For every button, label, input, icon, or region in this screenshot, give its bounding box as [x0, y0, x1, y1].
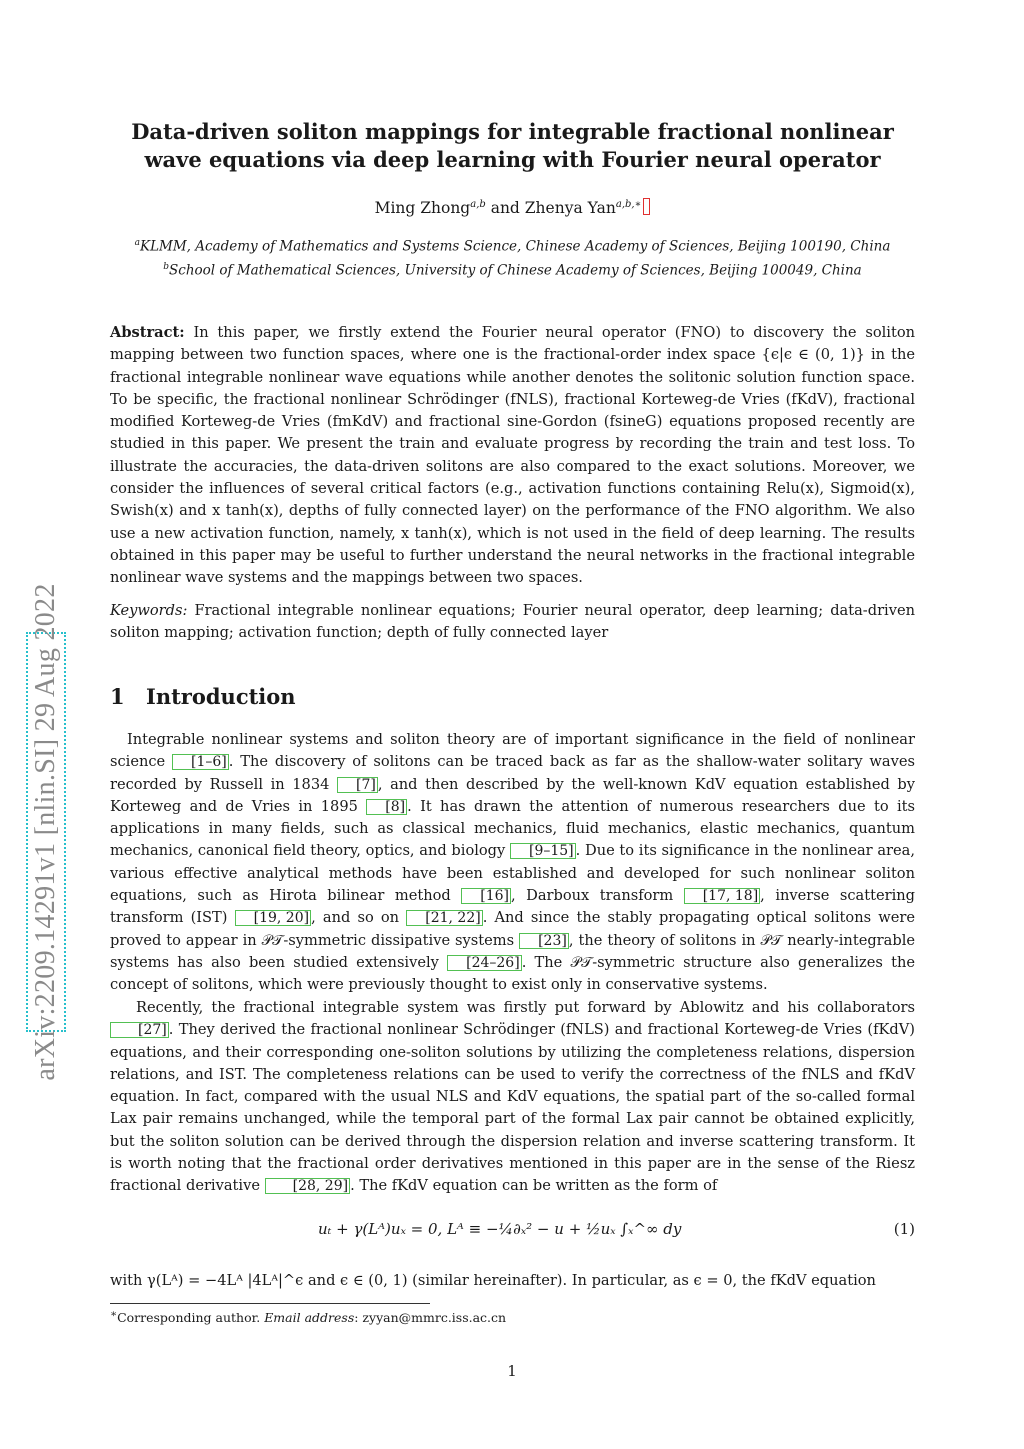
citation-link[interactable]: [19, 20]	[235, 910, 311, 926]
affiliation-2	[110, 262, 915, 279]
intro-text: . The 𝒫𝒯-symmetric structure also generalizes the concept of solitons, which were previously thought to exist only in conservative systems.	[110, 953, 915, 994]
equation-number: (1)	[893, 1220, 915, 1238]
author-1-affil: a,b	[470, 198, 486, 210]
footnote-link[interactable]	[643, 198, 650, 215]
page-number: 1	[507, 1362, 517, 1380]
footnote	[110, 1308, 506, 1325]
intro-text: , the theory of solitons in 𝒫𝒯 nearly-integrable systems has also been studied extensively	[110, 931, 915, 971]
citation-link[interactable]: [21, 22]	[406, 910, 482, 926]
citation-link[interactable]: [16]	[461, 888, 511, 904]
paper-title	[110, 118, 915, 174]
arxiv-stamp[interactable]: arXiv:2209.14291v1 [nlin.SI] 29 Aug 2022	[26, 632, 66, 1032]
footnote-email[interactable]: : zyyan@mmrc.iss.ac.cn	[354, 1310, 507, 1326]
citation-link[interactable]: [23]	[519, 933, 569, 949]
affiliation-2-text: School of Mathematical Sciences, University of Chinese Academy of Sciences, Beijing 100049, China	[169, 262, 862, 279]
citation-link[interactable]: [1–6]	[172, 754, 229, 770]
title-line-2: wave equations via deep learning with Fourier neural operator	[144, 147, 881, 172]
intro-text: . Due to its significance in the nonlinear area, various effective analytical methods have been established and developed for such nonlinear soliton equations, such as Hirota bilinear method	[110, 842, 915, 905]
intro-paragraph-2	[110, 997, 915, 1198]
keywords-text: Fractional integrable nonlinear equations; Fourier neural operator, deep learning; data-driven soliton mapping; activation function; depth of fully connected layer	[110, 602, 916, 642]
author-2: Zhenya Yan	[524, 199, 616, 217]
section-number: 1	[110, 684, 125, 709]
author-2-affil: a,b,∗	[615, 198, 642, 210]
footnote-divider	[110, 1303, 430, 1304]
intro-text: , and then described by the well-known KdV equation established by Korteweg and de Vries in 1895	[110, 775, 916, 815]
intro-text: Recently, the fractional integrable system was firstly put forward by Ablowitz and his collaborators	[136, 999, 915, 1016]
citation-link[interactable]: [9–15]	[510, 843, 576, 859]
affiliation-2-mark: b	[163, 262, 170, 272]
author-1: Ming Zhong	[374, 199, 471, 217]
intro-text: . The discovery of solitons can be traced back as far as the shallow-water solitary waves recorded by Russell in 1834	[110, 753, 915, 793]
footnote-email-label: Email address	[264, 1310, 355, 1326]
intro-text: , inverse scattering transform (IST)	[110, 887, 915, 927]
citation-link[interactable]: [28, 29]	[265, 1178, 350, 1194]
affiliation-1	[110, 238, 915, 255]
intro-paragraph-1	[110, 729, 915, 997]
intro-text: . And since the stably propagating optical solitons were proved to appear in 𝒫𝒯-symmetric dissipative systems	[110, 909, 915, 949]
citation-link[interactable]: [27]	[110, 1022, 169, 1038]
intro-text: . The fKdV equation can be written as the form of	[350, 1177, 718, 1195]
affiliation-1-text: KLMM, Academy of Mathematics and Systems Science, Chinese Academy of Sciences, Beijing 100190, China	[139, 238, 891, 255]
author-connector: and	[485, 199, 525, 217]
citation-link[interactable]: [8]	[366, 799, 407, 815]
intro-text: , Darboux transform	[511, 887, 684, 905]
intro-text: . They derived the fractional nonlinear Schrödinger (fNLS) and fractional Korteweg-de Vries (fKdV) equations, and their corresponding one-soliton solutions by utilizing the completeness relations, dispersion relations, and IST. The completeness relations can be used to verify the correctness of the fNLS and fKdV equation. In fact, compared with the usual NLS and KdV equations, the spatial part of the so-called formal Lax pair remains unchanged, while the temporal part of the formal Lax pair cannot be obtained explicitly, but the soliton solution can be derived through the dispersion relation and inverse scattering transform. It is worth noting that the fractional order derivatives mentioned in this paper are in the sense of the Riesz fractional derivative	[110, 1021, 915, 1195]
post-equation-text: with γ(Lᴬ) = −4Lᴬ |4Lᴬ|^ϵ and ϵ ∈ (0, 1) (similar hereinafter). In particular, as ϵ = 0, the fKdV equation	[110, 1272, 876, 1289]
intro-text: , and so on	[311, 909, 407, 927]
abstract-text: In this paper, we firstly extend the Fourier neural operator (FNO) to discovery the soliton mapping between two function spaces, where one is the fractional-order index space {ϵ|ϵ ∈ (0, 1)} in the fractional integrable nonlinear wave equations while another denotes the solitonic solution function space. To be specific, the fractional nonlinear Schrödinger (fNLS), fractional Korteweg-de Vries (fKdV), fractional modified Korteweg-de Vries (fmKdV) and fractional sine-Gordon (fsineG) equations proposed recently are studied in this paper. We present the train and evaluate progress by recording the train and test loss. To illustrate the accuracies, the data-driven solitons are also compared to the exact solutions. Moreover, we consider the influences of several critical factors (e.g., activation functions containing Relu(x), Sigmoid(x), Swish(x) and x tanh(x), depths of fully connected layer) on the performance of the FNO algorithm. We also use a new activation function, namely, x tanh(x), which is not used in the field of deep learning. The results obtained in this paper may be useful to further understand the neural networks in the fractional integrable nonlinear wave systems and the mappings between two spaces.	[110, 324, 916, 587]
abstract-label: Abstract:	[110, 324, 185, 341]
equation-body: uₜ + γ(Lᴬ)uₓ = 0, Lᴬ ≡ −¼∂ₓ² − u + ½uₓ ∫ₓ^∞ dy	[318, 1220, 682, 1238]
keywords-label: Keywords:	[110, 602, 188, 619]
citation-link[interactable]: [17, 18]	[684, 888, 760, 904]
section-title: Introduction	[146, 684, 296, 709]
citation-link[interactable]: [24–26]	[447, 955, 522, 971]
footnote-text: Corresponding author.	[117, 1310, 265, 1326]
authors	[110, 198, 915, 217]
affiliation-1-mark: a	[134, 238, 140, 248]
citation-link[interactable]: [7]	[337, 777, 378, 793]
section-heading	[110, 684, 296, 709]
abstract	[110, 322, 915, 590]
intro-text: . It has drawn the attention of numerous researchers due to its applications in many fields, such as classical mechanics, fluid mechanics, elastic mechanics, quantum mechanics, canonical field theory, optics, and biology	[110, 797, 915, 860]
intro-text: Integrable nonlinear systems and soliton theory are of important significance in the field of nonlinear science	[110, 731, 915, 771]
title-line-1: Data-driven soliton mappings for integrable fractional nonlinear	[131, 119, 894, 144]
equation-1	[110, 1208, 915, 1258]
keywords	[110, 600, 915, 645]
footnote-mark: ∗	[110, 1308, 118, 1320]
